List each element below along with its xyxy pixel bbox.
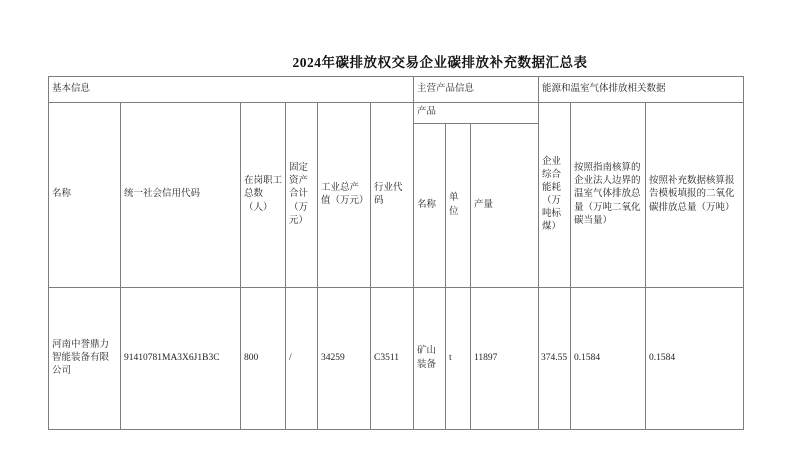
cell-company-name: 河南中誉鼎力智能装备有限公司 [49, 288, 121, 430]
col-header-industry-code: 行业代码 [371, 103, 414, 288]
cell-energy-consumption: 374.55 [539, 288, 571, 430]
cell-co2-supplement: 0.1584 [646, 288, 744, 430]
document-title: 2024年碳排放权交易企业碳排放补充数据汇总表 [292, 55, 588, 70]
col-header-product-unit: 单位 [446, 124, 471, 288]
col-header-fixed-assets: 固定资产合计（万元） [286, 103, 318, 288]
product-subheader-row [49, 103, 744, 124]
cell-employees: 800 [241, 288, 286, 430]
group-main-product-info: 主营产品信息 [414, 77, 539, 103]
col-header-energy-consumption: 企业综合能耗（万吨标煤） [539, 103, 571, 288]
col-header-credit-code: 统一社会信用代码 [121, 103, 241, 288]
col-header-employees: 在岗职工总数（人） [241, 103, 286, 288]
cell-ghg-guideline: 0.1584 [571, 288, 646, 430]
cell-industry-code: C3511 [371, 288, 414, 430]
table-row [49, 288, 744, 430]
group-basic-info: 基本信息 [49, 77, 414, 103]
col-header-co2-supplement: 按照补充数据核算报告模板填报的二氧化碳排放总量（万吨） [646, 103, 744, 288]
cell-fixed-assets: / [286, 288, 318, 430]
carbon-emission-summary-table [48, 76, 744, 430]
col-header-ghg-guideline: 按照指南核算的企业法人边界的温室气体排放总量（万吨二氧化碳当量） [571, 103, 646, 288]
cell-credit-code: 91410781MA3X6J1B3C [121, 288, 241, 430]
col-header-product-name: 名称 [414, 124, 446, 288]
group-header-row [49, 77, 744, 103]
col-header-name: 名称 [49, 103, 121, 288]
cell-industrial-output: 34259 [318, 288, 371, 430]
cell-product-volume: 11897 [471, 288, 539, 430]
group-energy-ghg-data: 能源和温室气体排放相关数据 [539, 77, 744, 103]
cell-product-unit: t [446, 288, 471, 430]
cell-product-name: 矿山装备 [414, 288, 446, 430]
col-header-product-group: 产品 [414, 103, 539, 124]
col-header-industrial-output: 工业总产值（万元） [318, 103, 371, 288]
col-header-product-volume: 产量 [471, 124, 539, 288]
